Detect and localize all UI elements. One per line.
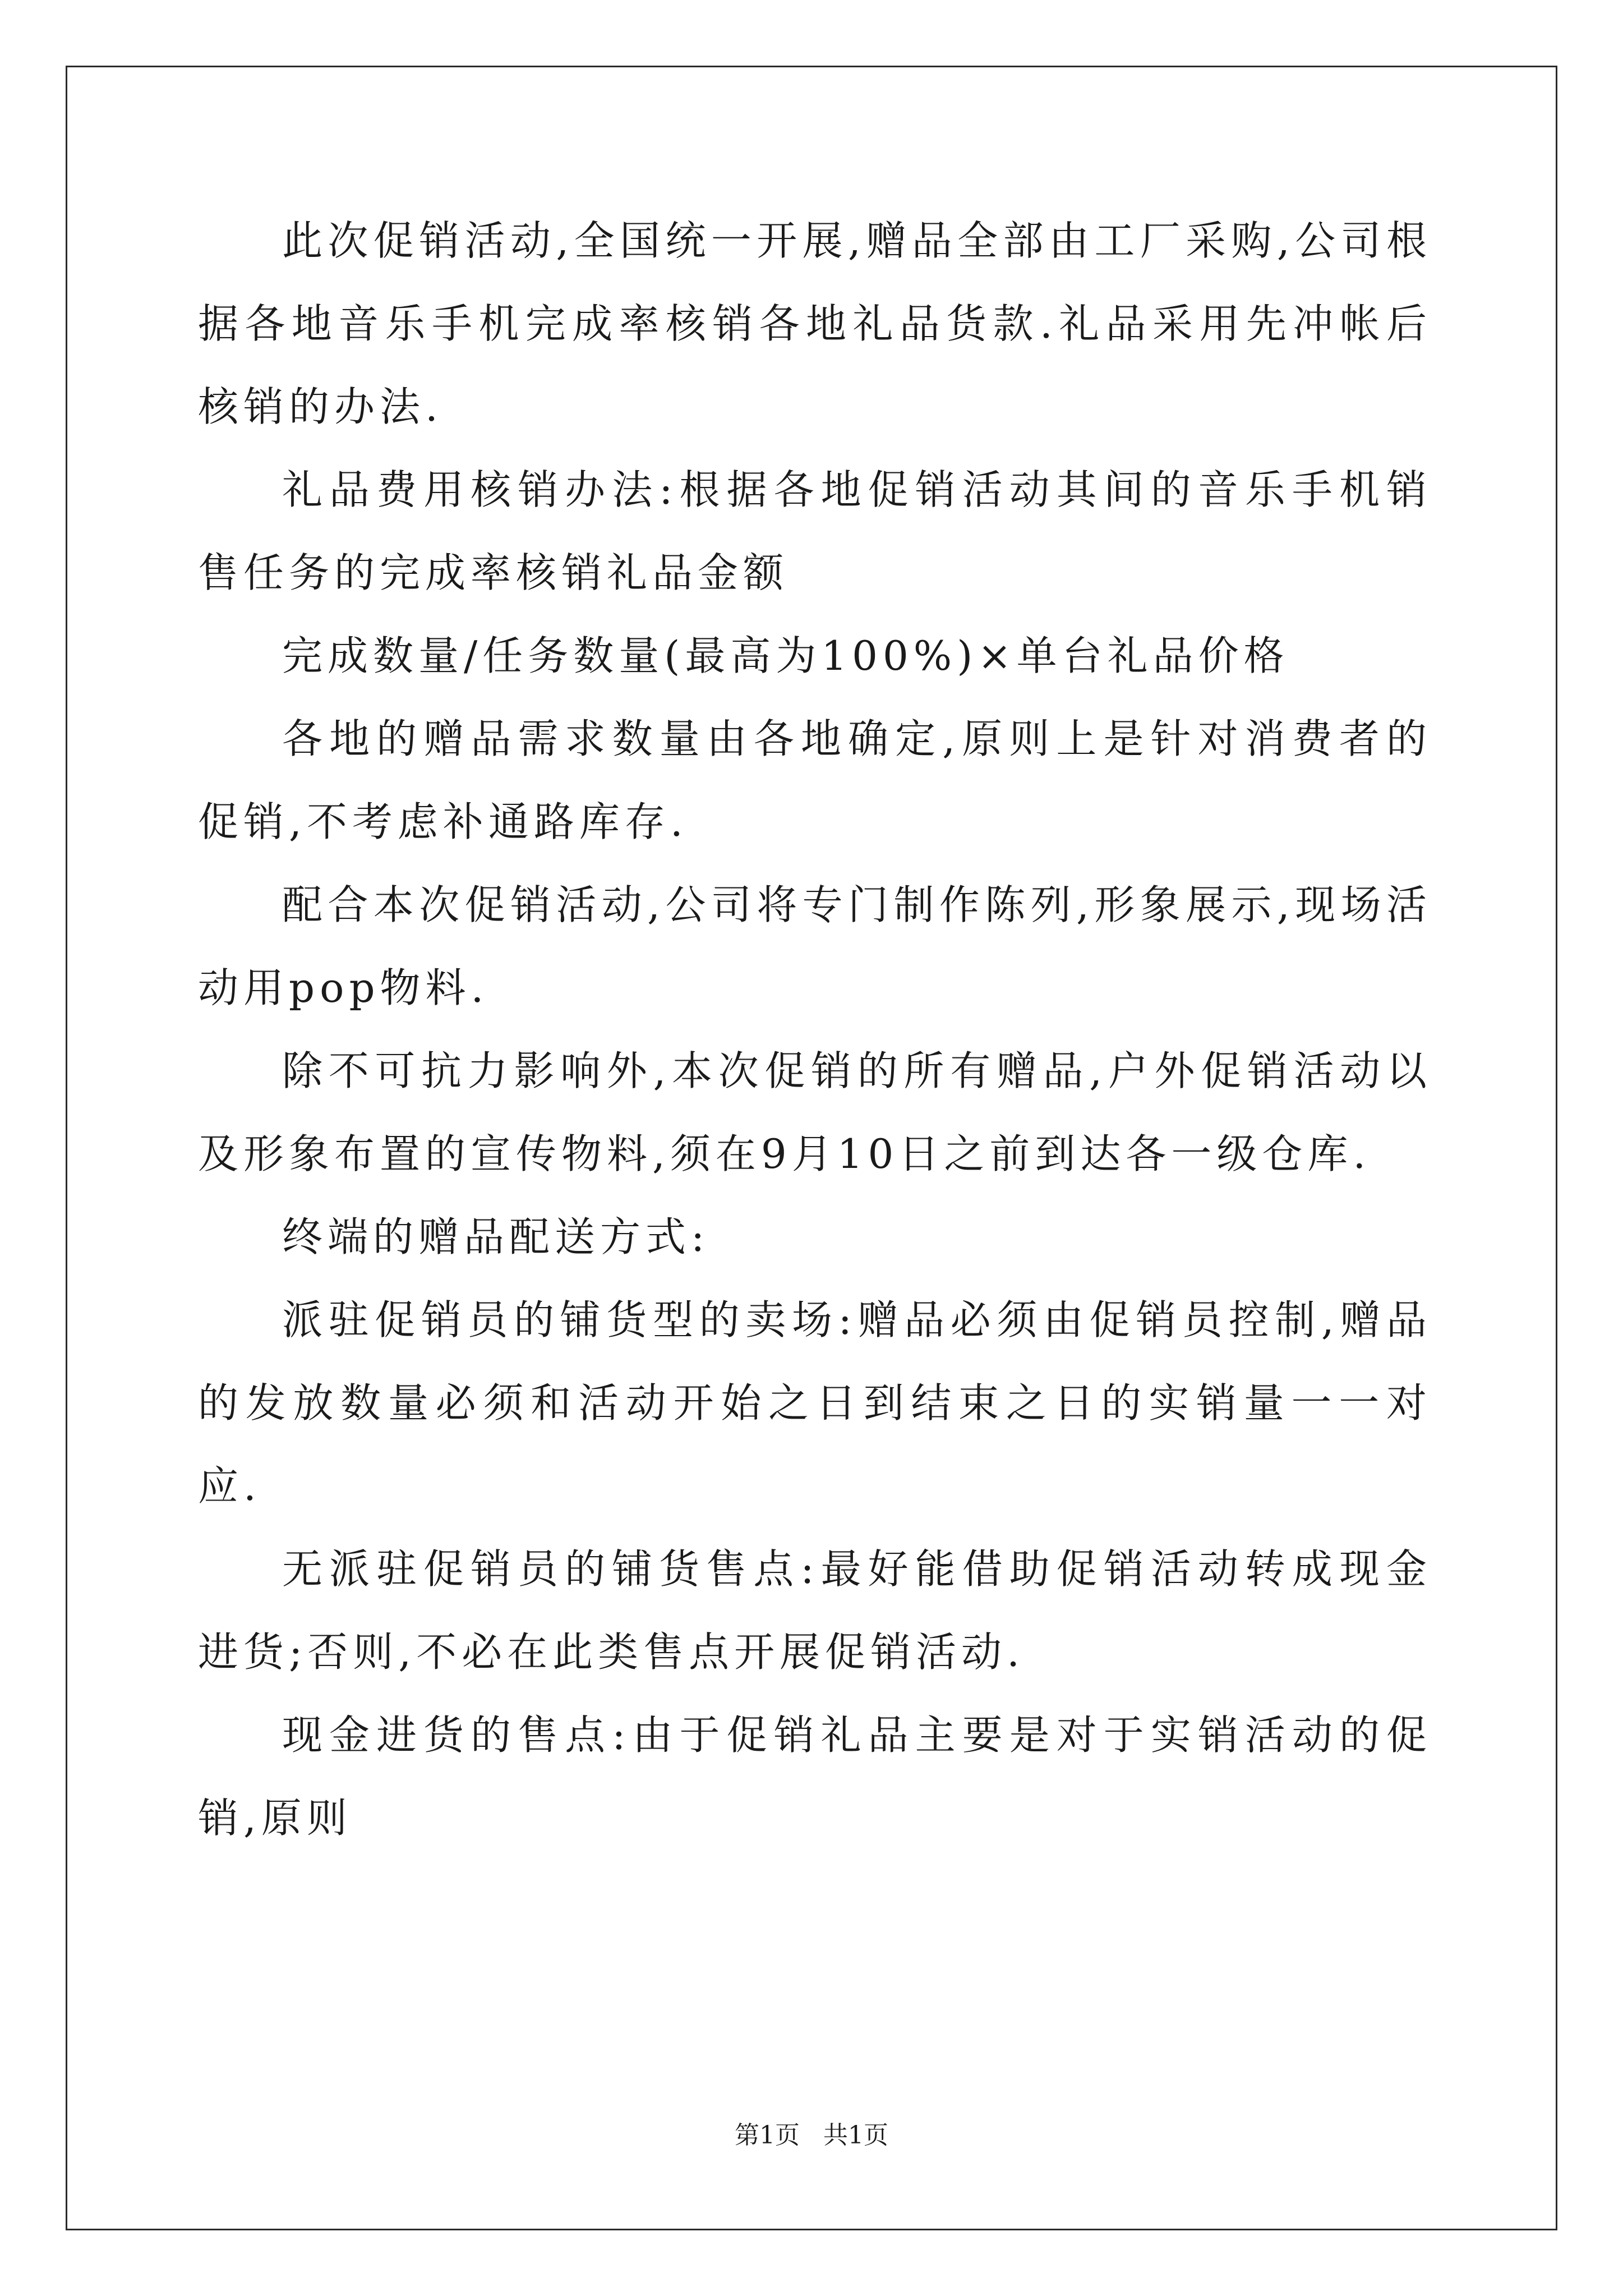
paragraph-7: 终端的赠品配送方式: [282, 1213, 710, 1260]
paragraph-4: 各地的赠品需求数量由各地确定,原则上是针对消费者的促销,不考虑补通路库存. [198, 715, 1432, 845]
paragraph-8: 派驻促销员的铺货型的卖场:赠品必须由促销员控制,赠品的发放数量必须和活动开始之日到结束之日的实销量一一对应. [198, 1296, 1432, 1510]
page-number-footer: 第1页 共1页 [735, 2121, 888, 2150]
paragraph-5: 配合本次促销活动,公司将专门制作陈列,形象展示,现场活动用pop物料. [198, 881, 1432, 1011]
document-body [198, 199, 1432, 1860]
paragraph-1: 此次促销活动,全国统一开展,赠品全部由工厂采购,公司根据各地音乐手机完成率核销各地礼品货款.礼品采用先冲帐后核销的办法. [198, 217, 1432, 430]
paragraph-2: 礼品费用核销办法:根据各地促销活动其间的音乐手机销售任务的完成率核销礼品金额 [198, 466, 1432, 596]
paragraph-10: 现金进货的售点:由于促销礼品主要是对于实销活动的促销,原则 [198, 1711, 1432, 1842]
paragraph-6: 除不可抗力影响外,本次促销的所有赠品,户外促销活动以及形象布置的宣传物料,须在9月10日之前到达各一级仓库. [198, 1047, 1432, 1177]
paragraph-3: 完成数量/任务数量(最高为100%)×单台礼品价格 [282, 632, 1289, 679]
paragraph-9: 无派驻促销员的铺货售点:最好能借助促销活动转成现金进货;否则,不必在此类售点开展促销活动. [198, 1545, 1432, 1676]
